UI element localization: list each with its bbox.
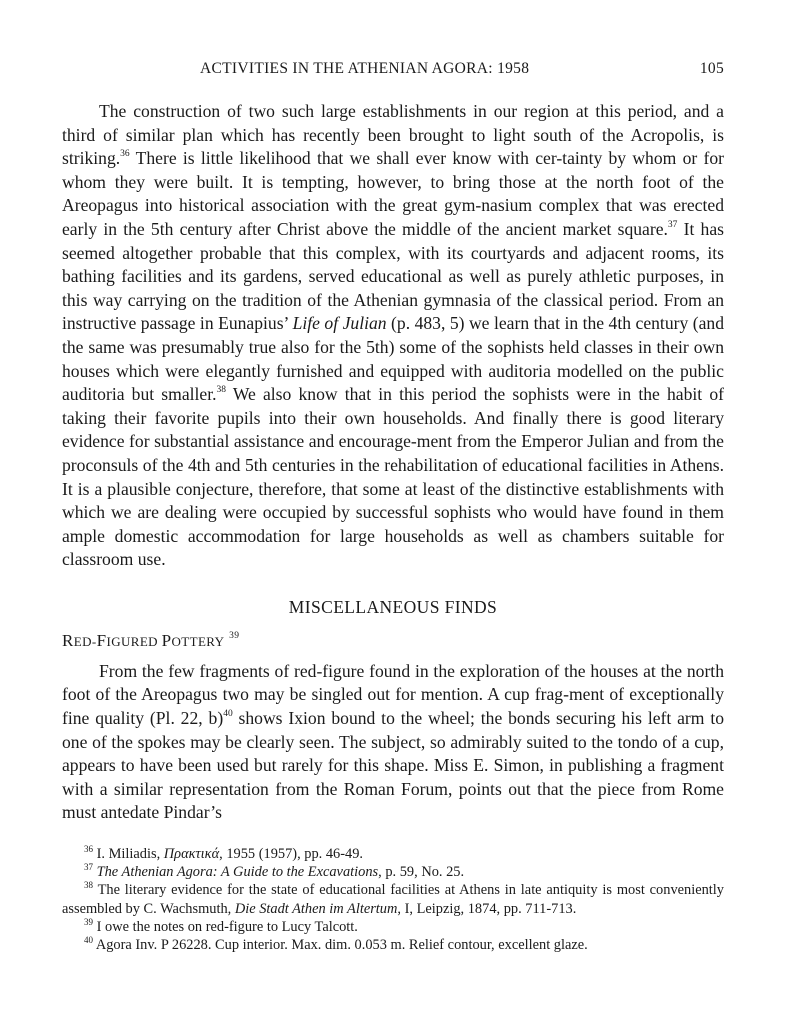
footnote-36 — [62, 845, 724, 863]
footnote-text: I. Miliadis, — [96, 846, 164, 863]
footnotes — [62, 845, 724, 954]
page — [62, 58, 724, 954]
para1-text-4: (p. 483, 5) we learn that in the 4th century (and the same was presumably true also for the 5th) some of the sophists held classes in their own houses which were elegantly furnished and equipped with auditoria modelled on the public auditoria but smaller. — [62, 313, 725, 405]
footnote-40 — [62, 936, 724, 954]
note-ref-39[interactable]: 39 — [229, 631, 240, 642]
footnote-text: I owe the notes on red-figure to Lucy Talcott. — [96, 918, 358, 935]
footnote-text: , I, Leipzig, 1874, pp. 711-713. — [397, 900, 577, 917]
footnote-38 — [62, 881, 724, 917]
running-head — [62, 58, 724, 84]
para1-text-3: It has seemed altogether probable that this complex, with its courtyards and adjacent rooms, its bathing facilities and its gardens, served educational as well as purely athletic purposes, in this way carrying on the tradition of the Athenian gymnasia of the classical period. From an instructive passage in Eunapius’ — [62, 218, 724, 334]
subsection-heading — [62, 630, 724, 653]
footnote-text: , 1955 (1957), pp. 46-49. — [219, 846, 364, 863]
footnote-number: 38 — [84, 880, 93, 891]
note-ref-38[interactable]: 38 — [216, 385, 227, 396]
sub-rest-2: IGURED — [106, 633, 162, 649]
sub-cap-3: P — [161, 630, 172, 650]
note-ref-37[interactable]: 37 — [667, 220, 678, 231]
para2-text-2: shows Ixion bound to the wheel; the bonds securing his left arm to one of the spokes may be clearly seen. The subject, so admirably suited to the tondo of a cup, appears to have been used but rarely for this shape. Miss E. Simon, in publishing a fragment with a similar representation from the Roman Forum, points out that the piece from Rome must antedate Pindar’s — [62, 708, 725, 823]
footnote-number: 40 — [84, 935, 93, 946]
page-number: 105 — [699, 60, 724, 77]
footnote-text: Agora Inv. P 26228. Cup interior. Max. dim. 0.053 m. Relief contour, excellent glaze. — [95, 937, 588, 954]
note-ref-40[interactable]: 40 — [223, 709, 233, 720]
footnote-number: 36 — [84, 844, 93, 855]
body-paragraph-2 — [62, 660, 724, 825]
footnote-number: 39 — [84, 917, 93, 928]
footnote-37 — [62, 863, 724, 881]
para1-title-life-of-julian: Life of Julian — [292, 313, 387, 334]
footnote-text: The literary evidence for the state of educational facilities at Athens in late antiquity is most conveniently assembled by C. Wachsmuth, — [62, 882, 724, 917]
para1-text-1: The construction of two such large establishments in our region at this period, and a third of similar plan which has recently been brought to light south of the Acropolis, is striking. — [62, 101, 724, 169]
section-heading: MISCELLANEOUS FINDS — [288, 596, 498, 617]
sub-cap-1: R — [62, 630, 74, 650]
para1-text-5: We also know that in this period the sophists were in the habit of taking their favorite pupils into their own households. And finally there is good literary evidence for substantial assistance and encourage-ment from the Emperor Julian and from the proconsuls of the 4th and 5th centuries in the rehabilitation of educational facilities in Athens. It is a plausible conjecture, therefore, that some at least of the distinctive establishments with which we are dealing were occupied by successful sophists who would have found in them ample domestic accommodation for large households as well as chambers suitable for classroom use. — [62, 384, 724, 570]
sub-cap-2: F — [96, 630, 107, 650]
para1-text-2: There is little likelihood that we shall ever know with cer-tainty by whom or for whom they were built. It is tempting, however, to bring those at the north foot of the Areopagus into historical association with the great gym-nasium complex that was erected early in the 5th century after Christ above the middle of the ancient market square. — [62, 148, 724, 239]
footnote-italic: Πρακτικά — [163, 846, 220, 863]
footnote-39 — [62, 918, 724, 936]
footnote-number: 37 — [84, 862, 93, 873]
running-title: ACTIVITIES IN THE ATHENIAN AGORA: 1958 — [200, 60, 530, 77]
body-paragraph-1 — [62, 100, 724, 572]
note-ref-36[interactable]: 36 — [120, 149, 130, 160]
footnote-italic: Die Stadt Athen im Altertum — [234, 900, 398, 917]
footnote-text: , p. 59, No. 25. — [378, 864, 465, 881]
footnote-italic: The Athenian Agora: A Guide to the Excavations — [96, 864, 379, 881]
para2-text-1: From the few fragments of red-figure found in the exploration of the houses at the north foot of the Areopagus two may be singled out for mention. A cup frag-ment of exceptionally fine quality (Pl. 22, b) — [62, 660, 724, 729]
sub-rest-3: OTTERY — [171, 633, 225, 649]
sub-rest-1: ED- — [73, 633, 97, 649]
